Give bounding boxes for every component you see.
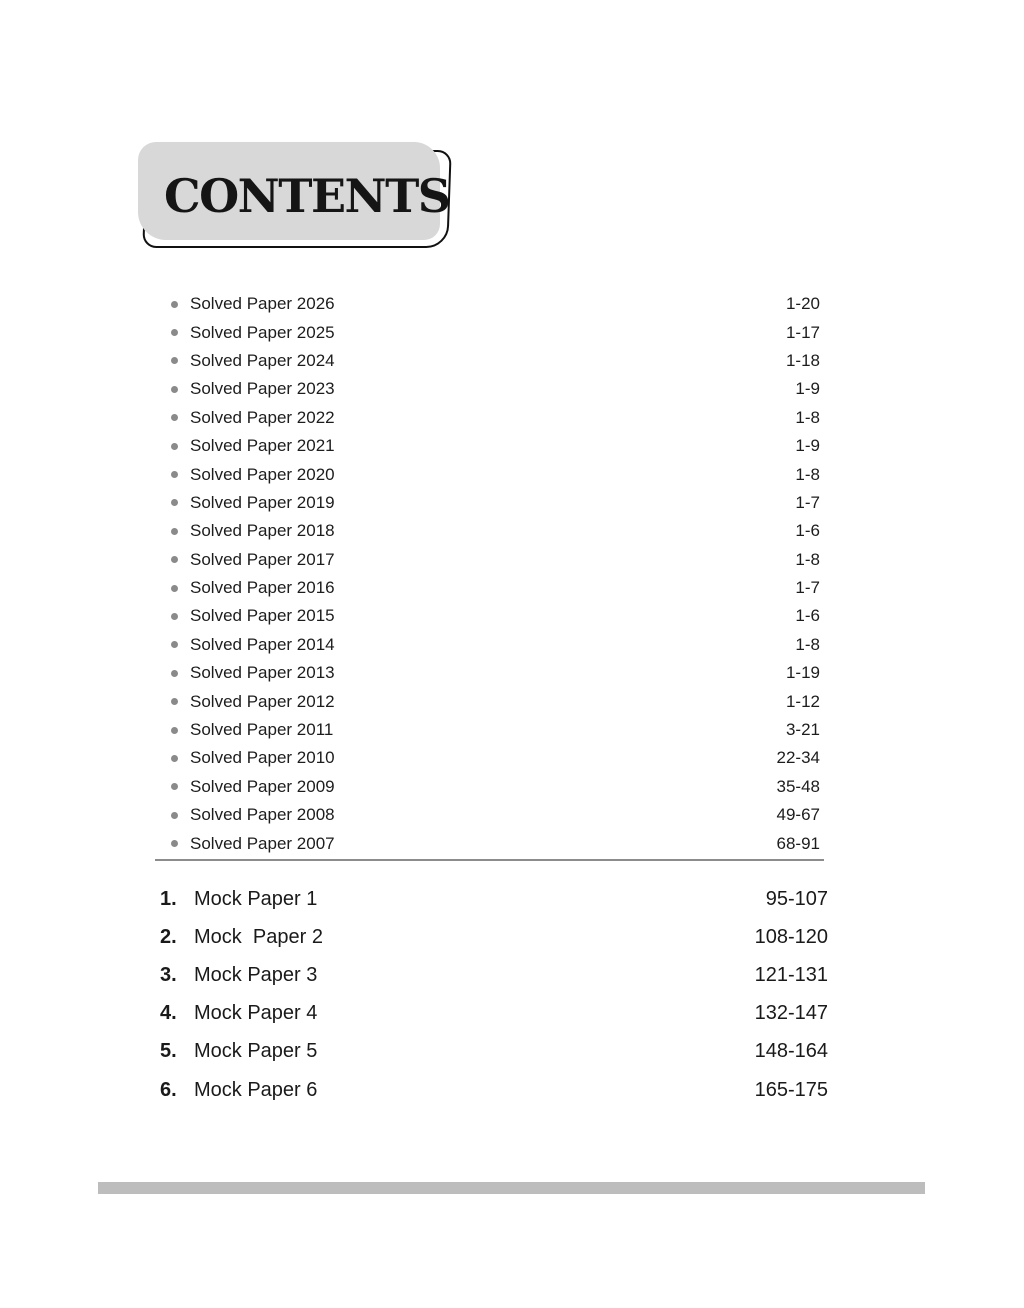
toc-entry-pages: 121-131 <box>754 963 828 986</box>
toc-entry-left <box>168 465 335 485</box>
toc-entry-label: Solved Paper 2015 <box>190 606 335 626</box>
toc-entry-pages: 1-9 <box>795 436 820 456</box>
toc-entry-pages: 1-8 <box>795 464 820 484</box>
toc-entry-label: Mock Paper 6 <box>194 1078 318 1101</box>
bullet-icon <box>171 499 178 506</box>
toc-entry-left <box>168 777 335 797</box>
toc-entry-pages: 49-67 <box>776 805 820 825</box>
bullet-icon <box>171 386 178 393</box>
toc-entry-solved-paper[interactable] <box>168 347 824 375</box>
bullet-icon <box>171 528 178 535</box>
toc-entry-left <box>160 926 323 949</box>
toc-entry-pages: 3-21 <box>785 720 820 740</box>
solved-papers-list <box>168 290 824 858</box>
toc-entry-mock-paper[interactable] <box>160 880 828 918</box>
toc-entry-solved-paper[interactable] <box>168 489 824 517</box>
toc-entry-solved-paper[interactable] <box>168 546 824 574</box>
bullet-icon <box>171 727 178 734</box>
toc-entry-solved-paper[interactable] <box>168 460 824 488</box>
bullet-icon <box>171 471 178 478</box>
toc-entry-pages: 1-6 <box>795 521 820 541</box>
toc-entry-pages: 68-91 <box>776 833 820 853</box>
mock-papers-list <box>160 880 828 1109</box>
toc-entry-mock-paper[interactable] <box>160 1033 828 1071</box>
toc-entry-pages: 95-107 <box>765 887 828 910</box>
toc-entry-pages: 1-19 <box>785 663 820 683</box>
toc-entry-left <box>160 964 317 987</box>
toc-entry-left <box>168 379 335 399</box>
toc-entry-solved-paper[interactable] <box>168 631 824 659</box>
toc-entry-number: 2. <box>160 925 177 948</box>
toc-entry-mock-paper[interactable] <box>160 995 828 1033</box>
toc-entry-pages: 1-20 <box>785 294 820 314</box>
toc-entry-pages: 1-8 <box>795 634 820 654</box>
footer-bar <box>98 1182 925 1194</box>
bullet-icon <box>171 357 178 364</box>
bullet-icon <box>171 443 178 450</box>
toc-entry-label: Mock Paper 3 <box>194 963 318 986</box>
toc-entry-label: Solved Paper 2023 <box>190 379 335 399</box>
toc-entry-number: 5. <box>160 1040 177 1063</box>
toc-entry-left <box>168 521 335 541</box>
toc-entry-left <box>168 408 335 428</box>
toc-entry-left <box>168 720 333 740</box>
toc-entry-label: Solved Paper 2022 <box>190 407 335 427</box>
toc-entry-mock-paper[interactable] <box>160 918 828 956</box>
toc-entry-solved-paper[interactable] <box>168 801 824 829</box>
bullet-icon <box>171 613 178 620</box>
toc-entry-pages: 1-12 <box>785 691 820 711</box>
bullet-icon <box>171 812 178 819</box>
toc-entry-solved-paper[interactable] <box>168 687 824 715</box>
toc-entry-solved-paper[interactable] <box>168 517 824 545</box>
toc-entry-pages: 1-6 <box>795 606 820 626</box>
toc-entry-left <box>168 805 335 825</box>
toc-entry-left <box>160 1079 317 1102</box>
toc-entry-left <box>160 1040 317 1063</box>
toc-entry-label: Solved Paper 2013 <box>190 663 335 683</box>
toc-entry-left <box>168 550 335 570</box>
bullet-icon <box>171 556 178 563</box>
contents-title-block <box>138 142 454 252</box>
toc-entry-label: Solved Paper 2026 <box>190 294 335 314</box>
toc-entry-label: Solved Paper 2016 <box>190 578 335 598</box>
toc-entry-label: Solved Paper 2008 <box>190 805 335 825</box>
toc-entry-pages: 148-164 <box>754 1040 828 1063</box>
toc-entry-left <box>168 663 335 683</box>
toc-entry-label: Solved Paper 2020 <box>190 464 335 484</box>
toc-entry-left <box>168 692 335 712</box>
toc-entry-left <box>168 606 335 626</box>
toc-entry-pages: 35-48 <box>776 776 820 796</box>
toc-entry-number: 1. <box>160 887 177 910</box>
bullet-icon <box>171 329 178 336</box>
bullet-icon <box>171 641 178 648</box>
toc-entry-pages: 165-175 <box>754 1078 828 1101</box>
toc-entry-left <box>160 888 317 911</box>
toc-entry-left <box>168 748 335 768</box>
toc-entry-label: Solved Paper 2024 <box>190 350 335 370</box>
bullet-icon <box>171 840 178 847</box>
toc-entry-pages: 132-147 <box>754 1002 828 1025</box>
toc-entry-left <box>168 323 335 343</box>
toc-entry-solved-paper[interactable] <box>168 829 824 857</box>
toc-entry-label: Solved Paper 2010 <box>190 748 335 768</box>
toc-entry-label: Solved Paper 2019 <box>190 492 335 512</box>
bullet-icon <box>171 414 178 421</box>
toc-entry-left <box>168 294 335 314</box>
bullet-icon <box>171 301 178 308</box>
toc-entry-number: 6. <box>160 1078 177 1101</box>
toc-entry-mock-paper[interactable] <box>160 956 828 994</box>
bullet-icon <box>171 755 178 762</box>
toc-entry-solved-paper[interactable] <box>168 432 824 460</box>
toc-entry-solved-paper[interactable] <box>168 773 824 801</box>
toc-entry-label: Mock Paper 4 <box>194 1002 318 1025</box>
toc-entry-left <box>168 436 335 456</box>
toc-entry-label: Solved Paper 2007 <box>190 833 335 853</box>
toc-entry-label: Solved Paper 2018 <box>190 521 335 541</box>
toc-entry-number: 3. <box>160 963 177 986</box>
toc-entry-mock-paper[interactable] <box>160 1071 828 1109</box>
toc-entry-label: Mock Paper 1 <box>194 887 318 910</box>
toc-entry-left <box>168 578 335 598</box>
toc-entry-pages: 1-7 <box>795 492 820 512</box>
toc-entry-left <box>168 351 335 371</box>
toc-entry-left <box>168 834 335 854</box>
toc-entry-solved-paper[interactable] <box>168 290 824 318</box>
toc-entry-pages: 108-120 <box>754 925 828 948</box>
toc-entry-pages: 1-18 <box>785 350 820 370</box>
toc-entry-solved-paper[interactable] <box>168 716 824 744</box>
toc-entry-solved-paper[interactable] <box>168 318 824 346</box>
toc-entry-label: Solved Paper 2025 <box>190 322 335 342</box>
toc-entry-pages: 1-7 <box>795 578 820 598</box>
bullet-icon <box>171 698 178 705</box>
toc-entry-label: Solved Paper 2021 <box>190 436 335 456</box>
toc-entry-left <box>168 635 335 655</box>
toc-entry-left <box>168 493 335 513</box>
toc-entry-pages: 1-17 <box>785 322 820 342</box>
toc-entry-label: Solved Paper 2009 <box>190 776 335 796</box>
toc-entry-solved-paper[interactable] <box>168 574 824 602</box>
toc-entry-solved-paper[interactable] <box>168 375 824 403</box>
bullet-icon <box>171 783 178 790</box>
page-title: CONTENTS <box>164 169 450 223</box>
toc-entry-label: Solved Paper 2014 <box>190 634 335 654</box>
toc-entry-pages: 22-34 <box>776 748 820 768</box>
section-divider <box>155 859 824 861</box>
toc-entry-solved-paper[interactable] <box>168 602 824 630</box>
toc-entry-label: Solved Paper 2012 <box>190 691 335 711</box>
toc-entry-pages: 1-8 <box>795 407 820 427</box>
toc-entry-pages: 1-8 <box>795 549 820 569</box>
toc-entry-solved-paper[interactable] <box>168 744 824 772</box>
toc-entry-label: Solved Paper 2017 <box>190 549 335 569</box>
bullet-icon <box>171 585 178 592</box>
bullet-icon <box>171 670 178 677</box>
toc-entry-label: Mock Paper 2 <box>194 925 323 948</box>
toc-entry-solved-paper[interactable] <box>168 659 824 687</box>
toc-entry-pages: 1-9 <box>795 379 820 399</box>
toc-entry-label: Solved Paper 2011 <box>190 720 334 740</box>
toc-entry-number: 4. <box>160 1002 177 1025</box>
toc-entry-left <box>160 1002 317 1025</box>
toc-entry-solved-paper[interactable] <box>168 404 824 432</box>
toc-entry-label: Mock Paper 5 <box>194 1040 318 1063</box>
